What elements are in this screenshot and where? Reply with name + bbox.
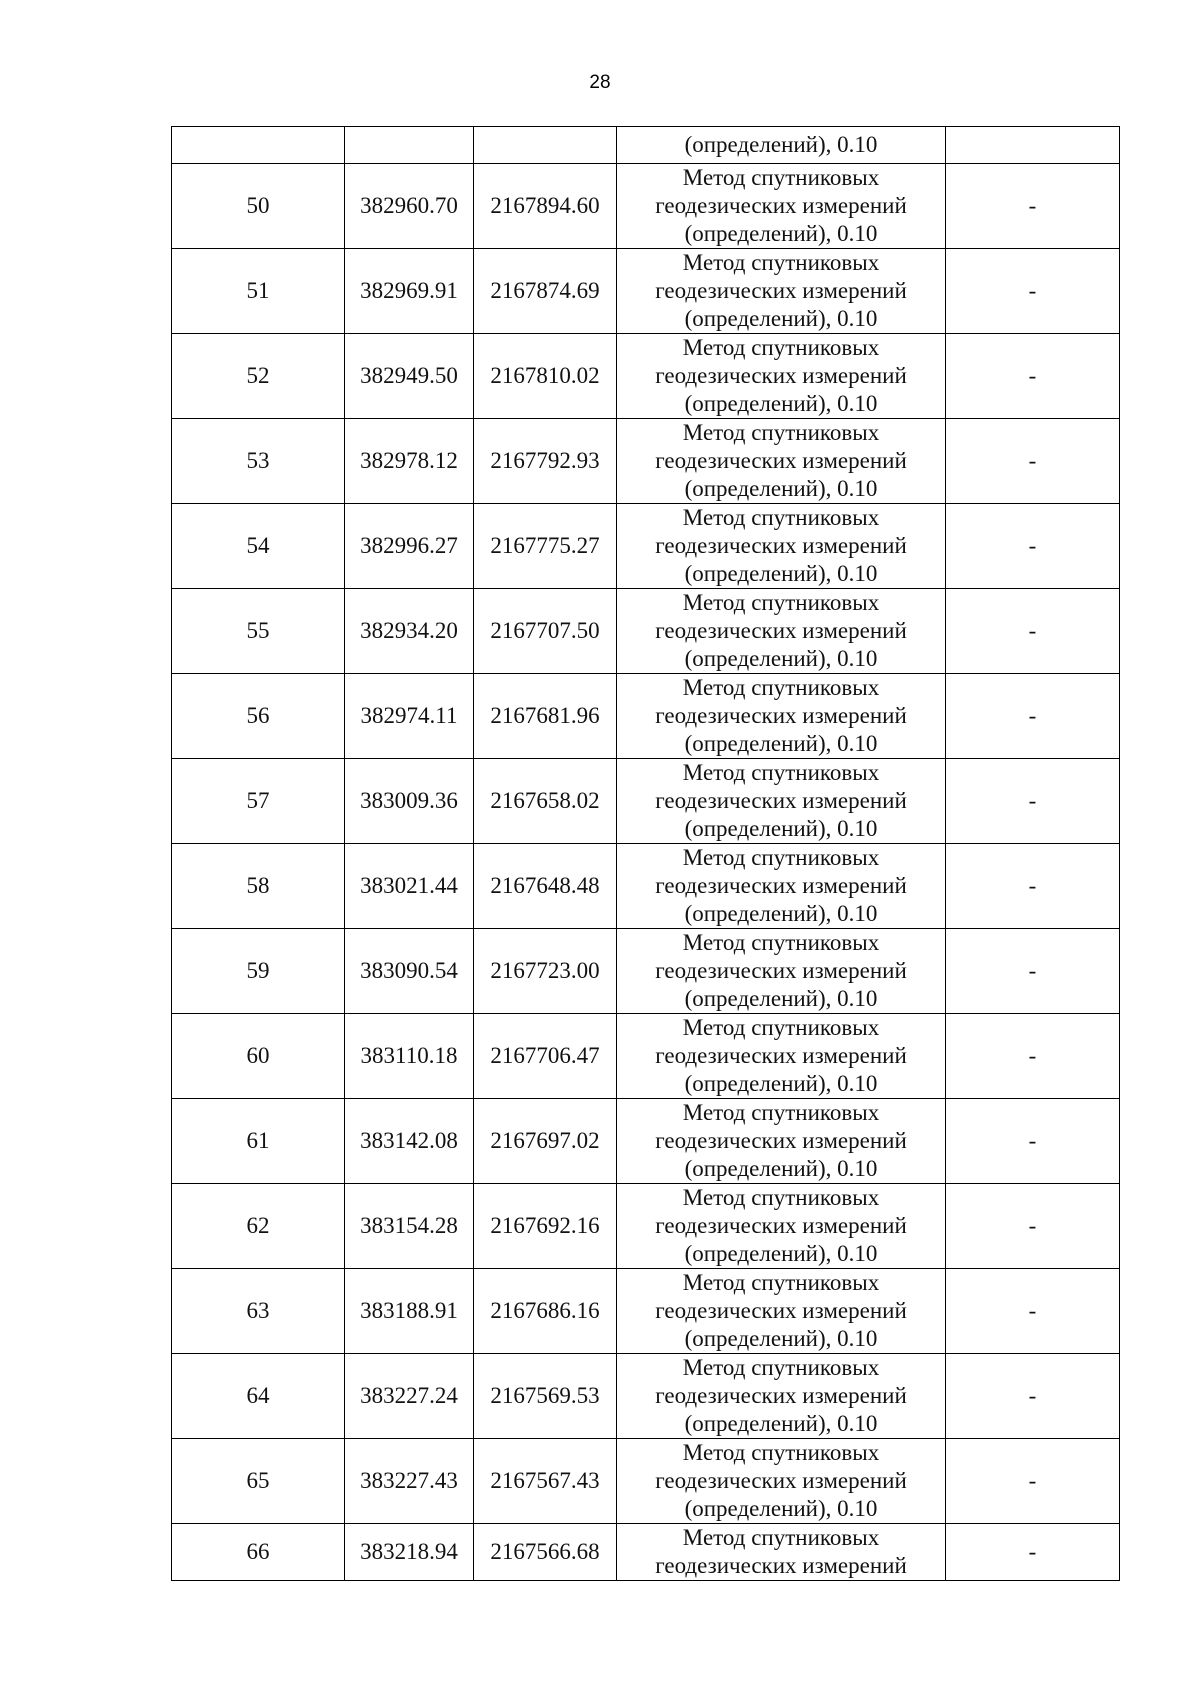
table-row xyxy=(172,674,1120,759)
cell-number: 64 xyxy=(172,1354,345,1439)
cell-y: 2167874.69 xyxy=(474,249,617,334)
method-line: геодезических измерений xyxy=(655,193,907,218)
cell-method xyxy=(617,1269,946,1354)
cell-y: 2167706.47 xyxy=(474,1014,617,1099)
table-row xyxy=(172,504,1120,589)
method-line: Метод спутниковых xyxy=(682,675,880,700)
table-body xyxy=(172,127,1120,1581)
method-line: геодезических измерений xyxy=(655,618,907,643)
cell-x: 382974.11 xyxy=(345,674,474,759)
cell-method xyxy=(617,419,946,504)
cell-number: 59 xyxy=(172,929,345,1014)
cell-number: 50 xyxy=(172,164,345,249)
cell-y: 2167648.48 xyxy=(474,844,617,929)
cell-note: - xyxy=(946,1269,1120,1354)
table-row xyxy=(172,844,1120,929)
cell-x: 383218.94 xyxy=(345,1524,474,1581)
cell-number: 54 xyxy=(172,504,345,589)
method-line: геодезических измерений xyxy=(655,1043,907,1068)
cell-note: - xyxy=(946,1354,1120,1439)
cell-number xyxy=(172,127,345,164)
table-row xyxy=(172,1439,1120,1524)
cell-number: 65 xyxy=(172,1439,345,1524)
cell-note: - xyxy=(946,929,1120,1014)
cell-note: - xyxy=(946,844,1120,929)
method-line: геодезических измерений xyxy=(655,1128,907,1153)
method-line: Метод спутниковых xyxy=(682,1185,880,1210)
method-line: Метод спутниковых xyxy=(682,165,880,190)
method-line: Метод спутниковых xyxy=(682,1440,880,1465)
method-line: геодезических измерений xyxy=(655,1298,907,1323)
cell-number: 53 xyxy=(172,419,345,504)
cell-method xyxy=(617,844,946,929)
cell-number: 62 xyxy=(172,1184,345,1269)
cell-x: 383227.24 xyxy=(345,1354,474,1439)
cell-method xyxy=(617,249,946,334)
method-line: геодезических измерений xyxy=(655,1468,907,1493)
table-row xyxy=(172,1354,1120,1439)
coordinates-table xyxy=(171,126,1120,1581)
method-line: Метод спутниковых xyxy=(682,930,880,955)
method-line: Метод спутниковых xyxy=(682,1355,880,1380)
cell-y: 2167707.50 xyxy=(474,589,617,674)
cell-y: 2167692.16 xyxy=(474,1184,617,1269)
method-line: (определений), 0.10 xyxy=(684,901,878,926)
cell-number: 66 xyxy=(172,1524,345,1581)
table-row xyxy=(172,334,1120,419)
cell-y: 2167567.43 xyxy=(474,1439,617,1524)
table-row xyxy=(172,759,1120,844)
cell-x: 382934.20 xyxy=(345,589,474,674)
cell-y: 2167775.27 xyxy=(474,504,617,589)
cell-number: 51 xyxy=(172,249,345,334)
cell-y: 2167810.02 xyxy=(474,334,617,419)
cell-y: 2167686.16 xyxy=(474,1269,617,1354)
table-row xyxy=(172,1524,1120,1581)
table-row xyxy=(172,589,1120,674)
cell-x: 383142.08 xyxy=(345,1099,474,1184)
method-line: Метод спутниковых xyxy=(682,505,880,530)
method-line: геодезических измерений xyxy=(655,1553,907,1578)
cell-x: 383090.54 xyxy=(345,929,474,1014)
cell-x: 382978.12 xyxy=(345,419,474,504)
method-line: (определений), 0.10 xyxy=(684,1156,878,1181)
method-line: геодезических измерений xyxy=(655,363,907,388)
method-line: геодезических измерений xyxy=(655,873,907,898)
cell-note: - xyxy=(946,1099,1120,1184)
method-line: (определений), 0.10 xyxy=(684,646,878,671)
cell-number: 63 xyxy=(172,1269,345,1354)
cell-note: - xyxy=(946,249,1120,334)
method-line: (определений), 0.10 xyxy=(684,561,878,586)
cell-note xyxy=(946,127,1120,164)
method-line: (определений), 0.10 xyxy=(684,306,878,331)
table-row xyxy=(172,249,1120,334)
cell-x: 383009.36 xyxy=(345,759,474,844)
cell-number: 60 xyxy=(172,1014,345,1099)
cell-y xyxy=(474,127,617,164)
method-line: (определений), 0.10 xyxy=(684,221,878,246)
method-line: (определений), 0.10 xyxy=(684,1071,878,1096)
cell-method xyxy=(617,759,946,844)
cell-note: - xyxy=(946,334,1120,419)
cell-method xyxy=(617,504,946,589)
cell-method xyxy=(617,1014,946,1099)
cell-y: 2167566.68 xyxy=(474,1524,617,1581)
cell-y: 2167723.00 xyxy=(474,929,617,1014)
method-line: (определений), 0.10 xyxy=(684,986,878,1011)
cell-x: 383154.28 xyxy=(345,1184,474,1269)
continuation-row xyxy=(172,127,1120,164)
method-line: Метод спутниковых xyxy=(682,1525,880,1550)
method-line: геодезических измерений xyxy=(655,1213,907,1238)
cell-y: 2167569.53 xyxy=(474,1354,617,1439)
table-row xyxy=(172,1099,1120,1184)
cell-number: 57 xyxy=(172,759,345,844)
method-line: геодезических измерений xyxy=(655,788,907,813)
method-line: (определений), 0.10 xyxy=(684,391,878,416)
cell-x: 382949.50 xyxy=(345,334,474,419)
method-line: Метод спутниковых xyxy=(682,420,880,445)
method-line: (определений), 0.10 xyxy=(684,1326,878,1351)
table-row xyxy=(172,1269,1120,1354)
cell-method xyxy=(617,1439,946,1524)
cell-method xyxy=(617,1354,946,1439)
method-line: Метод спутниковых xyxy=(682,590,880,615)
cell-method xyxy=(617,1099,946,1184)
method-line: геодезических измерений xyxy=(655,1383,907,1408)
table-row xyxy=(172,419,1120,504)
cell-note: - xyxy=(946,1439,1120,1524)
cell-y: 2167697.02 xyxy=(474,1099,617,1184)
cell-y: 2167894.60 xyxy=(474,164,617,249)
cell-note: - xyxy=(946,419,1120,504)
table-row xyxy=(172,1184,1120,1269)
cell-method xyxy=(617,1524,946,1581)
cell-x xyxy=(345,127,474,164)
cell-number: 56 xyxy=(172,674,345,759)
cell-number: 58 xyxy=(172,844,345,929)
cell-number: 52 xyxy=(172,334,345,419)
cell-note: - xyxy=(946,504,1120,589)
method-line: Метод спутниковых xyxy=(682,845,880,870)
cell-x: 382996.27 xyxy=(345,504,474,589)
cell-note: - xyxy=(946,1184,1120,1269)
method-line: Метод спутниковых xyxy=(682,1270,880,1295)
cell-y: 2167792.93 xyxy=(474,419,617,504)
method-line: (определений), 0.10 xyxy=(684,731,878,756)
method-line: Метод спутниковых xyxy=(682,335,880,360)
method-line: (определений), 0.10 xyxy=(684,1496,878,1521)
cell-method xyxy=(617,334,946,419)
cell-note: - xyxy=(946,1014,1120,1099)
cell-note: - xyxy=(946,1524,1120,1581)
cell-note: - xyxy=(946,589,1120,674)
method-line: (определений), 0.10 xyxy=(684,476,878,501)
cell-x: 382969.91 xyxy=(345,249,474,334)
table-row xyxy=(172,929,1120,1014)
cell-note: - xyxy=(946,164,1120,249)
method-line: (определений), 0.10 xyxy=(684,816,878,841)
cell-method xyxy=(617,589,946,674)
cell-x: 382960.70 xyxy=(345,164,474,249)
cell-method xyxy=(617,674,946,759)
cell-note: - xyxy=(946,674,1120,759)
method-line: Метод спутниковых xyxy=(682,250,880,275)
method-line: Метод спутниковых xyxy=(682,1100,880,1125)
cell-y: 2167658.02 xyxy=(474,759,617,844)
method-line: Метод спутниковых xyxy=(682,1015,880,1040)
cell-number: 55 xyxy=(172,589,345,674)
cell-x: 383188.91 xyxy=(345,1269,474,1354)
method-line: геодезических измерений xyxy=(655,448,907,473)
table-row xyxy=(172,164,1120,249)
cell-x: 383021.44 xyxy=(345,844,474,929)
method-line: геодезических измерений xyxy=(655,958,907,983)
cell-x: 383227.43 xyxy=(345,1439,474,1524)
method-line: Метод спутниковых xyxy=(682,760,880,785)
method-line: (определений), 0.10 xyxy=(684,1411,878,1436)
cell-y: 2167681.96 xyxy=(474,674,617,759)
method-line: геодезических измерений xyxy=(655,533,907,558)
method-line: геодезических измерений xyxy=(655,278,907,303)
cell-number: 61 xyxy=(172,1099,345,1184)
cell-method xyxy=(617,164,946,249)
cell-method: (определений), 0.10 xyxy=(617,127,946,164)
cell-note: - xyxy=(946,759,1120,844)
table-row xyxy=(172,1014,1120,1099)
page-number: 28 xyxy=(589,72,611,93)
method-line: (определений), 0.10 xyxy=(684,1241,878,1266)
method-line: геодезических измерений xyxy=(655,703,907,728)
cell-method xyxy=(617,1184,946,1269)
cell-x: 383110.18 xyxy=(345,1014,474,1099)
cell-method xyxy=(617,929,946,1014)
